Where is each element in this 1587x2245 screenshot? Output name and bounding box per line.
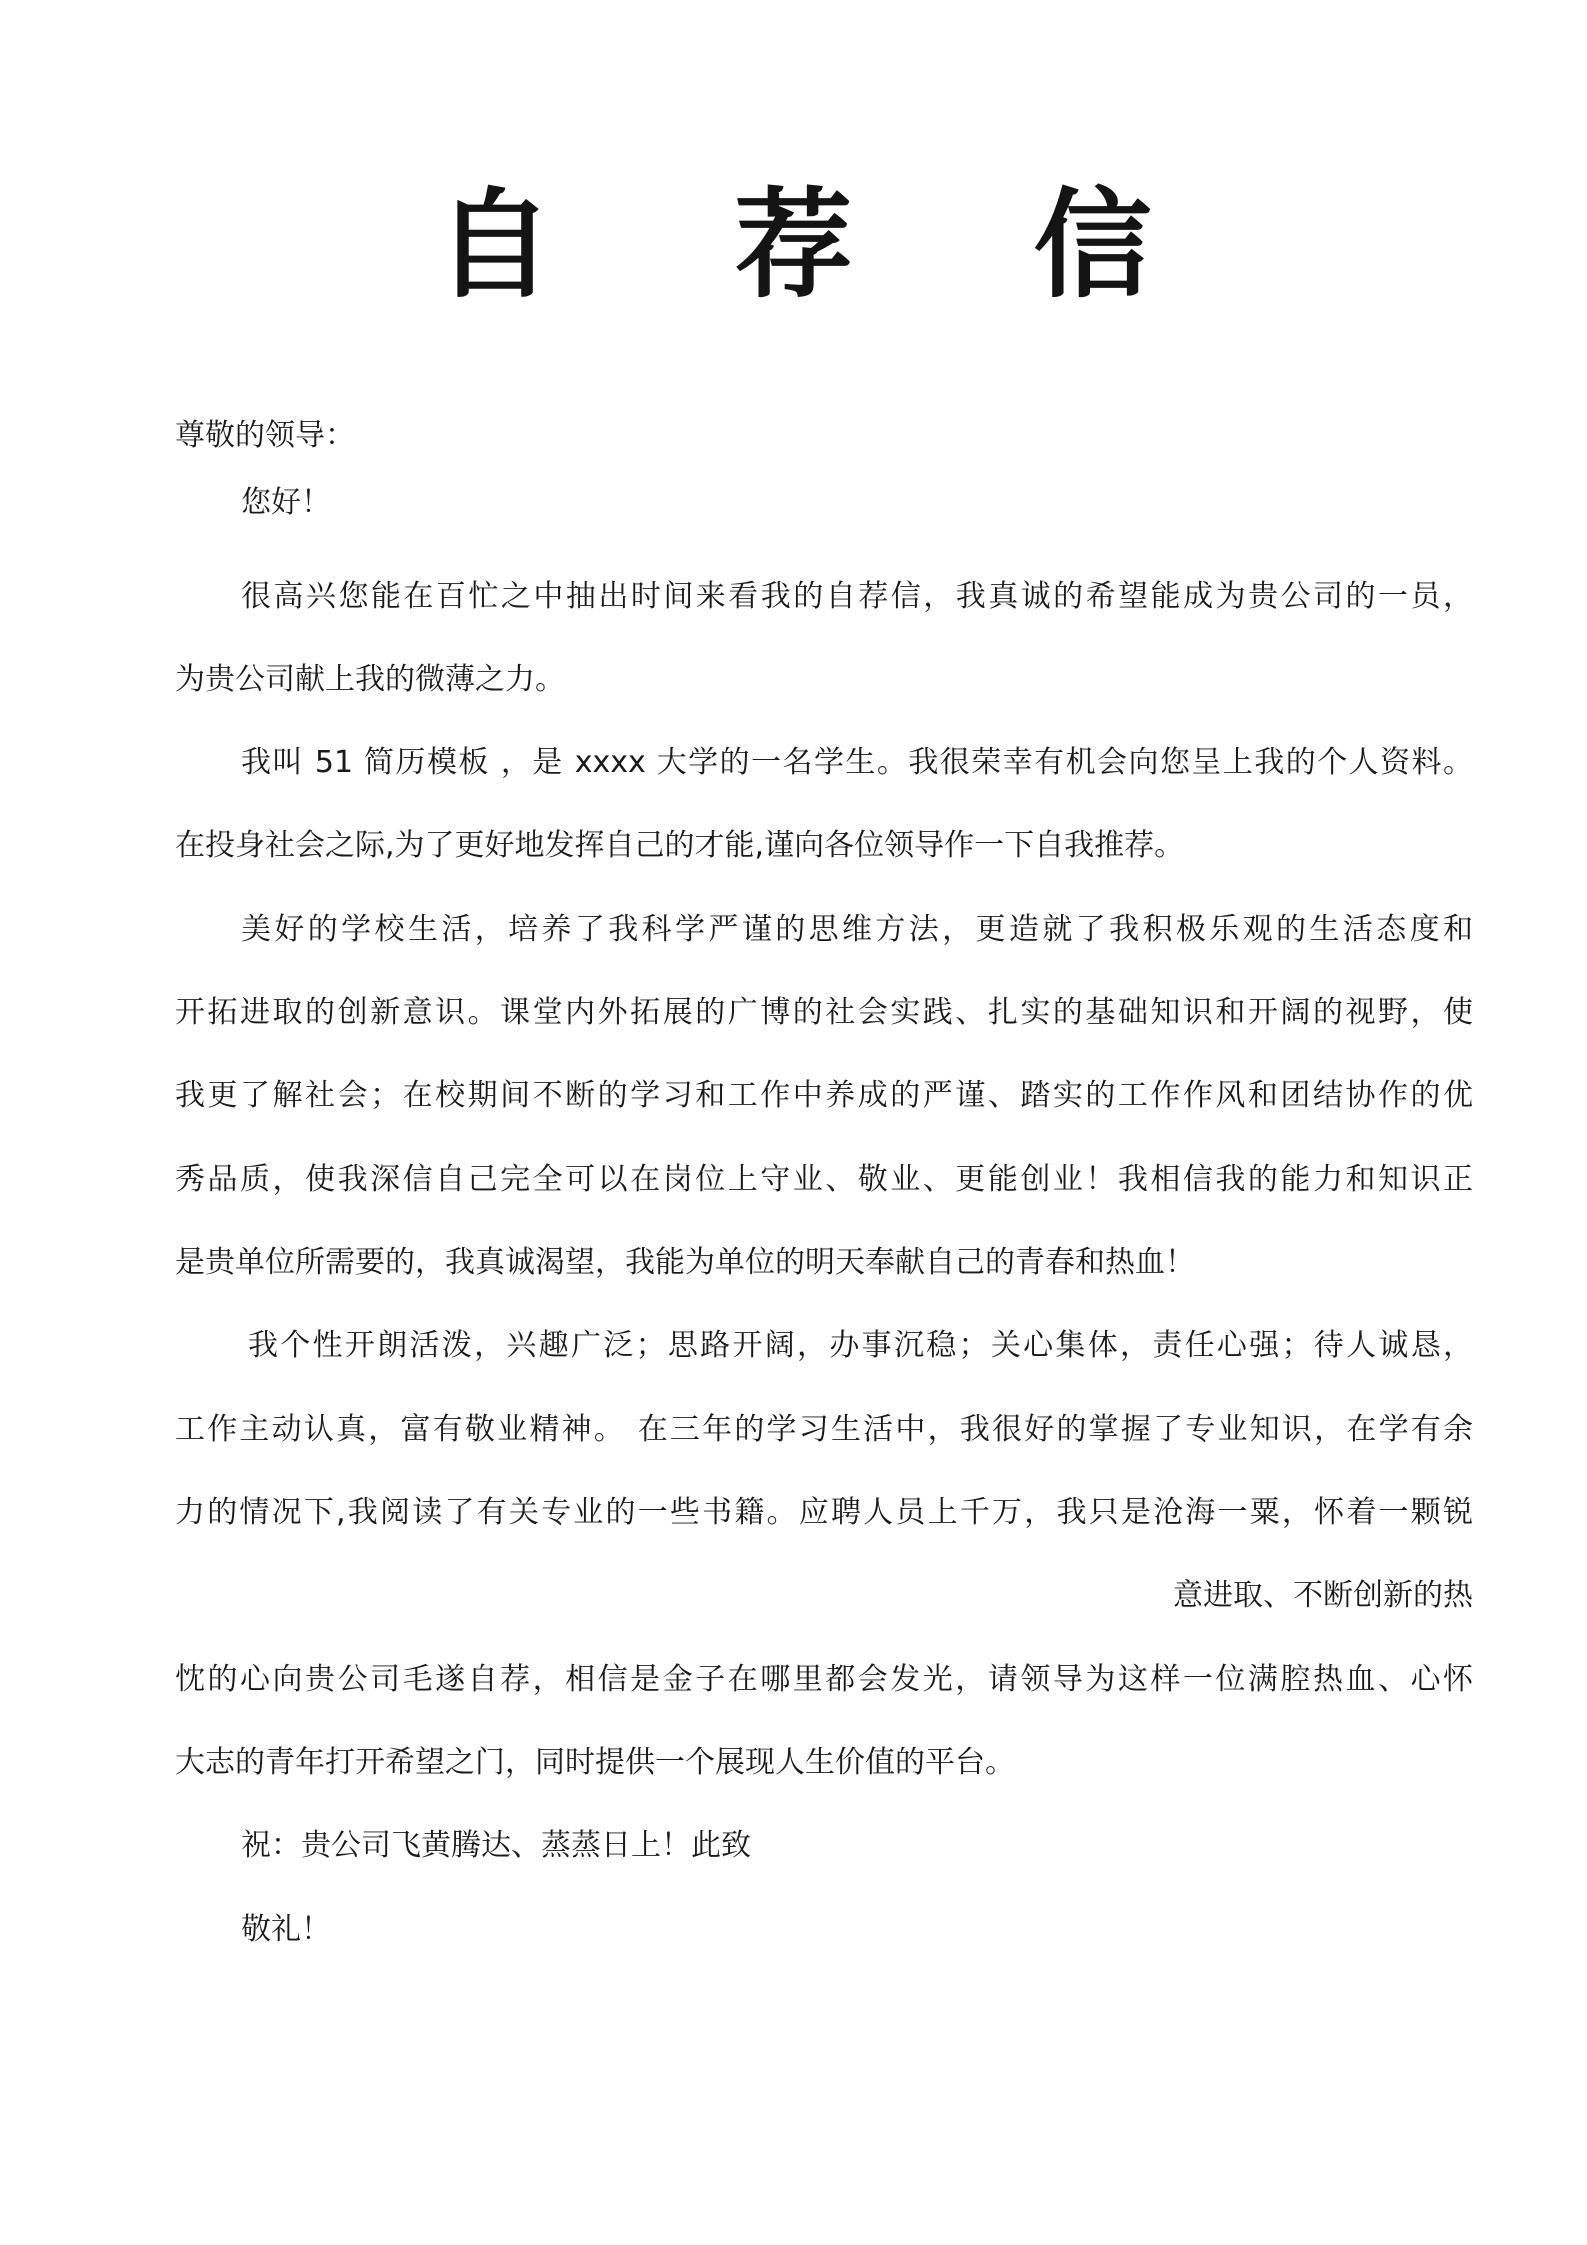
paragraph-3-line-1: 美好的学校生活，培养了我科学严谨的思维方法，更造就了我积极乐观的生活态度和 xyxy=(241,912,1473,947)
paragraph-1-line-1: 很高兴您能在百忙之中抽出时间来看我的自荐信，我真诚的希望能成为贵公司的一员， xyxy=(241,579,1473,614)
closing-line: 敬礼！ xyxy=(241,1912,331,1947)
paragraph-3-line-4: 秀品质，使我深信自己完全可以在岗位上守业、敬业、更能创业！我相信我的能力和知识正 xyxy=(175,1162,1473,1197)
paragraph-3-line-3: 我更了解社会；在校期间不断的学习和工作中养成的严谨、踏实的工作作风和团结协作的优 xyxy=(175,1078,1473,1113)
wish-line: 祝：贵公司飞黄腾达、蒸蒸日上！此致 xyxy=(241,1828,751,1863)
paragraph-4-line-2: 工作主动认真，富有敬业精神。 在三年的学习生活中，我很好的掌握了专业知识，在学有余 xyxy=(175,1412,1473,1447)
paragraph-4-line-3: 力的情况下,我阅读了有关专业的一些书籍。应聘人员上千万，我只是沧海一粟，怀着一颗锐 xyxy=(175,1495,1473,1530)
paragraph-3-line-5: 是贵单位所需要的，我真诚渴望，我能为单位的明天奉献自己的青春和热血！ xyxy=(175,1245,1195,1280)
paragraph-2-line-2: 在投身社会之际,为了更好地发挥自己的才能,谨向各位领导作一下自我推荐。 xyxy=(175,828,1185,863)
greeting: 尊敬的领导： xyxy=(175,418,355,453)
paragraph-1-line-2: 为贵公司献上我的微薄之力。 xyxy=(175,662,565,697)
letter-title: 自 荐 信 xyxy=(435,176,1222,314)
paragraph-4-line-1: 我个性开朗活泼，兴趣广泛；思路开阔，办事沉稳；关心集体，责任心强；待人诚恳， xyxy=(248,1328,1473,1363)
hello-line: 您好！ xyxy=(241,485,331,520)
paragraph-4-line-6: 大志的青年打开希望之门，同时提供一个展现人生价值的平台。 xyxy=(175,1745,1015,1780)
paragraph-4-line-5: 忱的心向贵公司毛遂自荐，相信是金子在哪里都会发光，请领导为这样一位满腔热血、心怀 xyxy=(175,1662,1473,1697)
paragraph-3-line-2: 开拓进取的创新意识。课堂内外拓展的广博的社会实践、扎实的基础知识和开阔的视野，使 xyxy=(175,995,1473,1030)
paragraph-2-line-1: 我叫 51 简历模板 ，是 xxxx 大学的一名学生。我很荣幸有机会向您呈上我的个人资料。 xyxy=(241,745,1473,780)
paragraph-4-line-4: 意进取、不断创新的热 xyxy=(1173,1578,1473,1613)
